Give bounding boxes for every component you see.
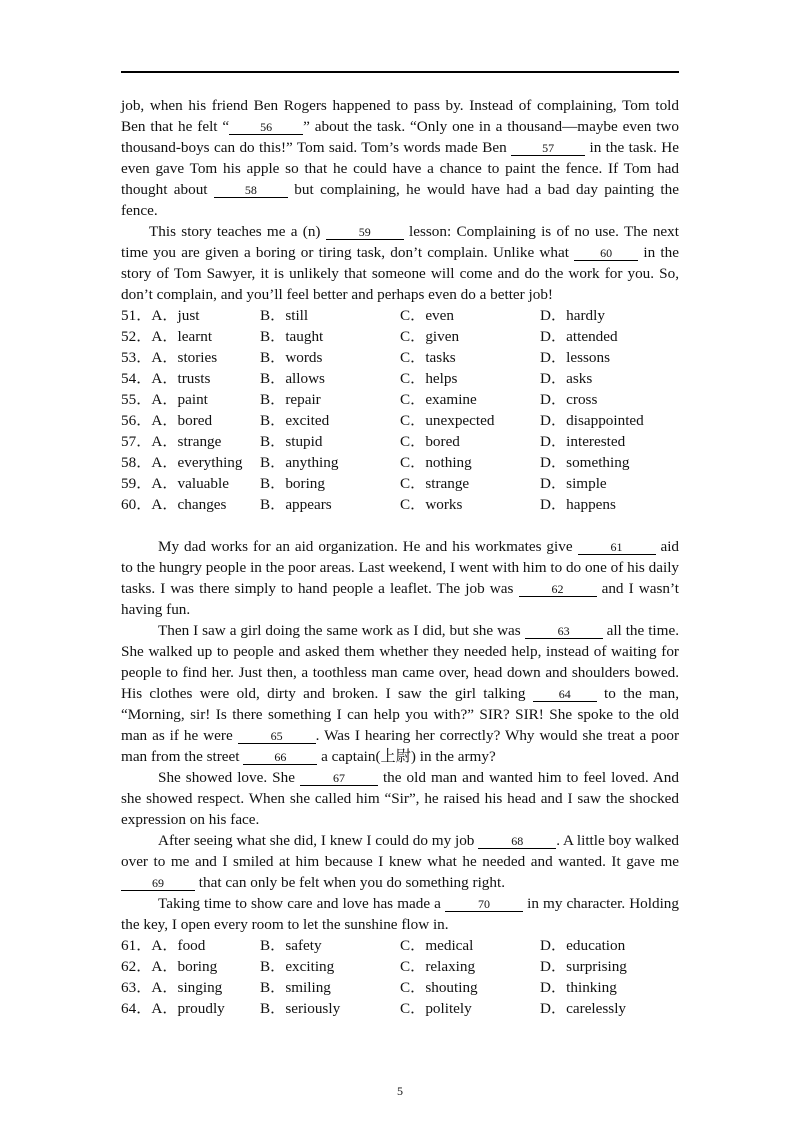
option-row-57 [121, 431, 679, 452]
passage1-paragraph2 [121, 221, 679, 305]
option-b: B．excited [260, 412, 330, 429]
option-b: B．still [260, 307, 309, 324]
option-c: C．works [400, 496, 463, 513]
option-c: C．examine [400, 391, 477, 408]
option-b: B．anything [260, 454, 339, 471]
option-d: D．interested [540, 433, 626, 450]
option-d: D．lessons [540, 349, 611, 366]
option-c: C．even [400, 307, 454, 324]
option-d: D．something [540, 454, 630, 471]
option-d: D．asks [540, 370, 593, 387]
option-d: D．happens [540, 496, 616, 513]
option-b: B．seriously [260, 1000, 341, 1017]
option-b: B．allows [260, 370, 325, 387]
option-a: 55．A．paint [121, 391, 208, 408]
blank-70: 70 [445, 897, 523, 912]
option-c: C．relaxing [400, 958, 476, 975]
option-b: B．stupid [260, 433, 323, 450]
passage1-paragraph1 [121, 95, 679, 221]
blank-66: 66 [243, 750, 317, 765]
passage2-paragraph5 [121, 893, 679, 935]
blank-59: 59 [326, 225, 404, 240]
option-d: D．education [540, 937, 626, 954]
text-run: After seeing what she did, I knew I could do my job [158, 832, 479, 849]
option-c: C．shouting [400, 979, 478, 996]
text-run: ” about the task. “Only one in a thousand—maybe even two thousand-boys can do this!” Tom said. Tom’s words made Ben [121, 118, 679, 156]
text-run: She showed love. She [158, 769, 300, 786]
text-run: Then I saw a girl doing the same work as I did, but she was [158, 622, 525, 639]
option-row-64 [121, 998, 679, 1019]
option-b: B．appears [260, 496, 332, 513]
passage2-paragraph4 [121, 830, 679, 893]
option-a: 58．A．everything [121, 454, 243, 471]
option-a: 59．A．valuable [121, 475, 229, 492]
text-run: and I wasn’t having fun. [121, 580, 679, 618]
option-c: C．bored [400, 433, 460, 450]
option-c: C．politely [400, 1000, 472, 1017]
section-gap [121, 515, 679, 536]
option-row-55 [121, 389, 679, 410]
option-d: D．cross [540, 391, 598, 408]
passage2-paragraph3 [121, 767, 679, 830]
page-number: 5 [397, 1084, 403, 1098]
passage2-paragraph2 [121, 620, 679, 767]
option-c: C．strange [400, 475, 470, 492]
option-a: 54．A．trusts [121, 370, 211, 387]
option-a: 60．A．changes [121, 496, 227, 513]
options-51-60 [121, 305, 679, 515]
option-c: C．given [400, 328, 460, 345]
option-d: D．thinking [540, 979, 617, 996]
blank-62: 62 [519, 582, 597, 597]
option-a: 57．A．strange [121, 433, 222, 450]
blank-63: 63 [525, 624, 603, 639]
text-run: the old man and wanted him to feel loved. And she showed respect. When she called him “Sir”, he raised his head and I saw the shocked expression on his face. [121, 769, 679, 828]
option-row-61 [121, 935, 679, 956]
blank-69: 69 [121, 876, 195, 891]
blank-60: 60 [574, 246, 638, 261]
option-row-51 [121, 305, 679, 326]
option-b: B．words [260, 349, 323, 366]
option-c: C．nothing [400, 454, 472, 471]
text-run: but complaining, he would have had a bad day painting the fence. [121, 181, 679, 219]
header-rule [121, 71, 679, 73]
text-run: all the time. She walked up to people and asked them whether they needed help, instead of waiting for people to find her. Just then, a toothless man came over, head down and shoulders bowed. His clothes were old, dirty and broken. I saw the girl talking [121, 622, 679, 702]
text-run: that can only be felt when you do something right. [195, 874, 506, 891]
blank-64: 64 [533, 687, 597, 702]
blank-56: 56 [229, 120, 303, 135]
text-run: in my character. Holding the key, I open every room to let the sunshine flow in. [121, 895, 679, 933]
option-row-56 [121, 410, 679, 431]
page-content [121, 95, 679, 1019]
passage2-paragraph1 [121, 536, 679, 620]
option-c: C．tasks [400, 349, 456, 366]
option-a: 53．A．stories [121, 349, 218, 366]
options-61-64 [121, 935, 679, 1019]
text-run: in the task. He even gave Tom his apple so that he could have a chance to paint the fence. If Tom had thought about [121, 139, 679, 198]
option-row-54 [121, 368, 679, 389]
text-run: My dad works for an aid organization. He and his workmates give [158, 538, 578, 555]
text-run: This story teaches me a (n) [149, 223, 326, 240]
blank-57: 57 [511, 141, 585, 156]
option-a: 52．A．learnt [121, 328, 213, 345]
option-c: C．medical [400, 937, 474, 954]
text-run: a captain(上尉) in the army? [317, 748, 496, 765]
option-b: B．boring [260, 475, 325, 492]
blank-67: 67 [300, 771, 378, 786]
option-a: 61．A．food [121, 937, 206, 954]
option-b: B．exciting [260, 958, 335, 975]
option-a: 62．A．boring [121, 958, 218, 975]
option-c: C．helps [400, 370, 458, 387]
option-d: D．disappointed [540, 412, 644, 429]
blank-68: 68 [478, 834, 556, 849]
text-run: . Was I hearing her correctly? Why would she treat a poor man from the street [121, 727, 680, 765]
option-d: D．hardly [540, 307, 605, 324]
option-row-60 [121, 494, 679, 515]
text-run: job, when his friend Ben Rogers happened to pass by. Instead of complaining, Tom told Ben that he felt “ [121, 97, 679, 135]
option-d: D．simple [540, 475, 607, 492]
option-row-52 [121, 326, 679, 347]
option-row-63 [121, 977, 679, 998]
text-run: lesson: Complaining is of no use. The next time you are given a boring or tiring task, don’t complain. Unlike what [121, 223, 679, 261]
option-row-53 [121, 347, 679, 368]
text-run: Taking time to show care and love has made a [158, 895, 446, 912]
option-b: B．repair [260, 391, 321, 408]
blank-65: 65 [238, 729, 316, 744]
option-a: 51．A．just [121, 307, 200, 324]
option-d: D．carelessly [540, 1000, 627, 1017]
blank-61: 61 [578, 540, 656, 555]
option-c: C．unexpected [400, 412, 495, 429]
option-b: B．taught [260, 328, 324, 345]
option-row-58 [121, 452, 679, 473]
text-run: . A little boy walked over to me and I smiled at him because I knew what he needed and wanted. It gave me [121, 832, 679, 870]
option-d: D．surprising [540, 958, 627, 975]
option-row-62 [121, 956, 679, 977]
option-b: B．smiling [260, 979, 331, 996]
option-row-59 [121, 473, 679, 494]
text-run: in the story of Tom Sawyer, it is unlikely that someone will come and do the work for you. So, don’t complain, and you’ll feel better and perhaps even do a better job! [121, 244, 679, 303]
option-a: 63．A．singing [121, 979, 223, 996]
text-run: to the man, “Morning, sir! Is there something I can help you with?” SIR? SIR! She spoke to the old man as if he were [121, 685, 680, 744]
blank-58: 58 [214, 183, 288, 198]
option-d: D．attended [540, 328, 618, 345]
option-a: 56．A．bored [121, 412, 213, 429]
text-run: aid to the hungry people in the poor areas. Last weekend, I went with him to do one of his daily tasks. I was there simply to hand people a leaflet. The job was [121, 538, 680, 597]
option-b: B．safety [260, 937, 322, 954]
option-a: 64．A．proudly [121, 1000, 225, 1017]
